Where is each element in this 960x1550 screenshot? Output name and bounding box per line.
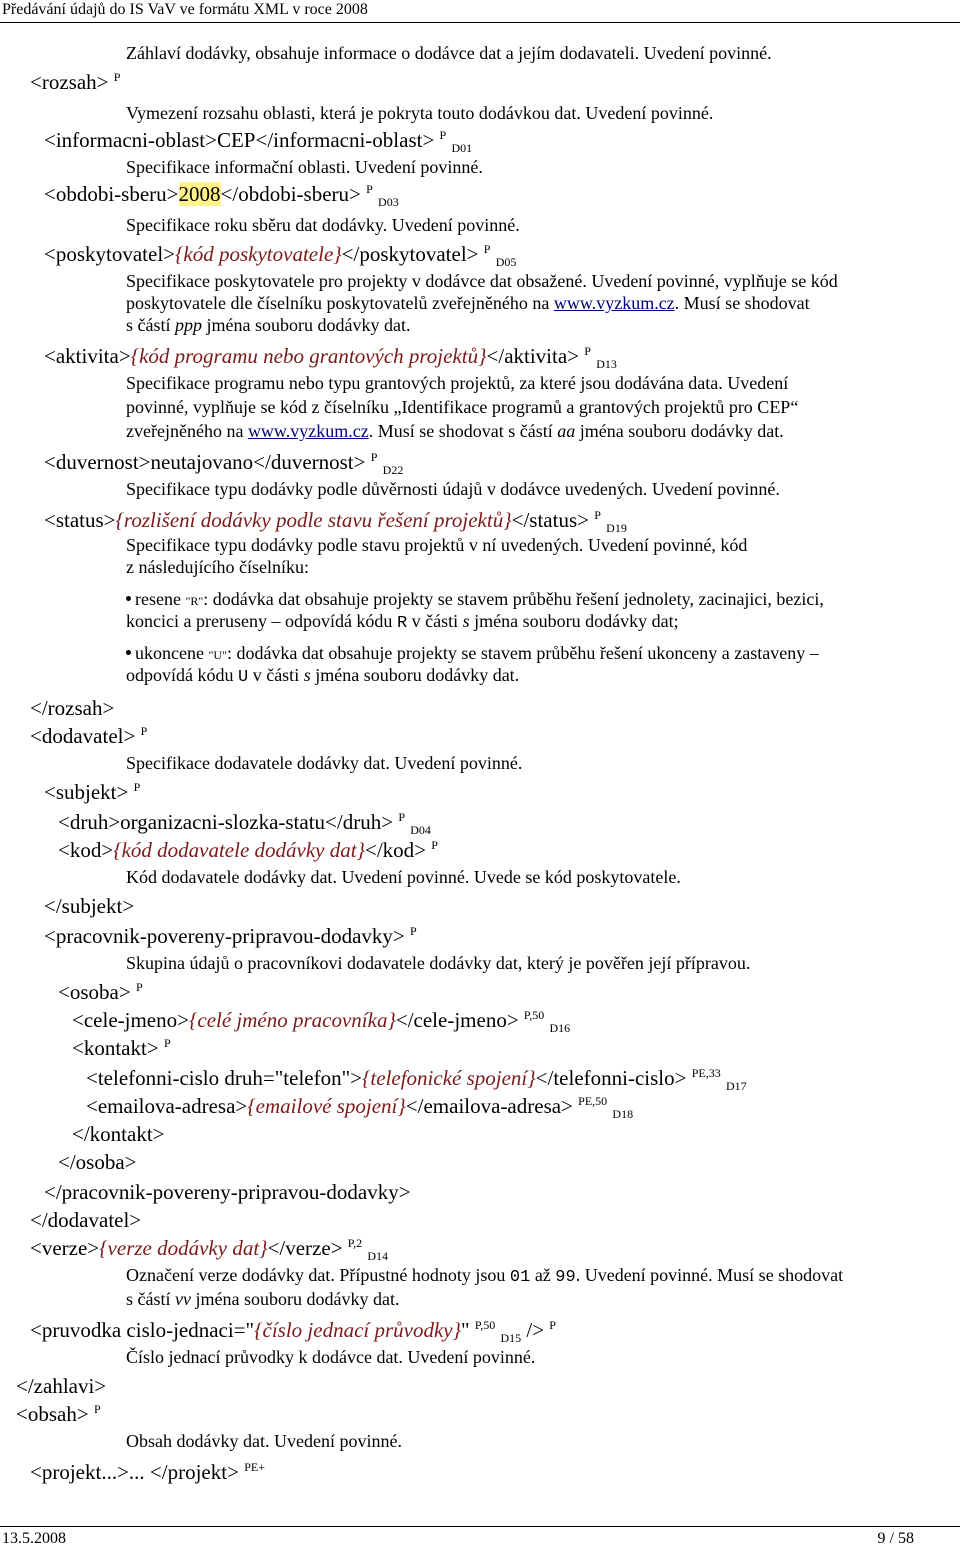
- header-divider: [0, 22, 960, 23]
- pracovnik-element: <pracovnik-povereny-pripravou-dodavky> $^P$: [44, 924, 417, 948]
- status-description-2: z následujícího číselníku:: [126, 557, 309, 577]
- verze-description-1: Označení verze dodávky dat. Přípustné hodnoty jsou 01 až 99. Uvedení povinné. Musí se shodovat: [126, 1265, 844, 1287]
- obsah-element: <obsah> $^P$: [16, 1402, 101, 1426]
- list-item-resene-cont: koncici a preruseny – odpovídá kódu R v části s jména souboru dodávky dat;: [126, 611, 679, 633]
- emailova-adresa-element: <emailova-adresa>{emailové spojení}</emailova-adresa> $^{PE,50}$ $_{D18}$: [86, 1094, 634, 1121]
- rozsah-description: Vymezení rozsahu oblasti, která je pokryta touto dodávkou dat. Uvedení povinné.: [126, 103, 714, 123]
- rozsah-close-tag: </rozsah>: [30, 696, 115, 720]
- druh-element: <druh>organizacni-slozka-statu</druh> $^P$ $_{D04}$: [58, 810, 431, 837]
- osoba-element: <osoba> $^P$: [58, 980, 143, 1004]
- aktivita-description-3: zveřejněného na www.vyzkum.cz. Musí se shodovat s částí aa jména souboru dodávky dat.: [126, 421, 784, 441]
- footer-date: 13.5.2008: [2, 1530, 66, 1547]
- obdobi-sberu-element: <obdobi-sberu>2008</obdobi-sberu> $^P$ $_{D03}$: [44, 182, 399, 209]
- subjekt-element: <subjekt> $^P$: [44, 780, 141, 804]
- zahlavi-description: Záhlaví dodávky, obsahuje informace o dodávce dat a jejím dodavateli. Uvedení povinné.: [126, 43, 772, 63]
- zahlavi-close-tag: </zahlavi>: [16, 1374, 107, 1398]
- cele-jmeno-element: <cele-jmeno>{celé jméno pracovníka}</cele-jmeno> $^{P,50}$ $_{D16}$: [72, 1008, 571, 1035]
- rozsah-element: <rozsah> $^P$: [30, 70, 121, 94]
- poskytovatel-description-3: s částí ppp jména souboru dodávky dat.: [126, 315, 411, 335]
- informacni-oblast-description: Specifikace informační oblasti. Uvedení povinné.: [126, 157, 483, 177]
- osoba-close-tag: </osoba>: [58, 1150, 137, 1174]
- dodavatel-element: <dodavatel> $^P$: [30, 724, 148, 748]
- status-description-1: Specifikace typu dodávky podle stavu projektů v ní uvedených. Uvedení povinné, kód: [126, 535, 748, 555]
- list-item-resene: resene "R": dodávka dat obsahuje projekty se stavem průběhu řešení jednolety, zacinajici, bezici,: [126, 588, 824, 612]
- kod-description: Kód dodavatele dodávky dat. Uvedení povinné. Uvede se kód poskytovatele.: [126, 867, 681, 887]
- informacni-oblast-element: <informacni-oblast>CEP</informacni-oblast> $^P$ $_{D01}$: [44, 128, 473, 155]
- verze-description-2: s částí vv jména souboru dodávky dat.: [126, 1289, 400, 1309]
- poskytovatel-element: <poskytovatel>{kód poskytovatele}</poskytovatel> $^P$ $_{D05}$: [44, 242, 517, 269]
- obsah-description: Obsah dodávky dat. Uvedení povinné.: [126, 1431, 402, 1451]
- verze-element: <verze>{verze dodávky dat}</verze> $^{P,2}$ $_{D14}$: [30, 1236, 389, 1263]
- pracovnik-close-tag: </pracovnik-povereny-pripravou-dodavky>: [44, 1180, 411, 1204]
- document-title: Předávání údajů do IS VaV ve formátu XML v roce 2008: [2, 1, 368, 18]
- aktivita-description-2: povinné, vyplňuje se kód z číselníku „Identifikace programů a grantových projektů pro CEP“: [126, 397, 799, 417]
- aktivita-element: <aktivita>{kód programu nebo grantových projektů}</aktivita> $^P$ $_{D13}$: [44, 344, 617, 371]
- list-item-ukoncene: ukoncene "U": dodávka dat obsahuje projekty se stavem průběhu řešení ukonceny a zastaveny –: [126, 642, 819, 666]
- list-item-ukoncene-cont: odpovídá kódu U v části s jména souboru dodávky dat.: [126, 665, 520, 687]
- highlighted-year: 2008: [178, 182, 221, 206]
- footer-page-number: 9 / 58: [877, 1530, 914, 1547]
- duvernost-description: Specifikace typu dodávky podle důvěrnosti údajů v dodávce uvedených. Uvedení povinné.: [126, 479, 780, 499]
- bullet-icon: [126, 596, 131, 601]
- requirement-mark: P: [113, 70, 121, 84]
- footer-divider: [0, 1526, 960, 1527]
- vyzkum-link[interactable]: www.vyzkum.cz: [553, 293, 675, 313]
- status-element: <status>{rozlišení dodávky podle stavu řešení projektů}</status> $^P$ $_{D19}$: [44, 508, 627, 535]
- kontakt-close-tag: </kontakt>: [72, 1122, 165, 1146]
- projekt-element: <projekt...>... </projekt> $^{PE+}$: [30, 1460, 265, 1484]
- subjekt-close-tag: </subjekt>: [44, 894, 135, 918]
- pruvodka-element: <pruvodka cislo-jednaci="{číslo jednací průvodky}" $^{P,50}$ $_{D15}$ /> $^P$: [30, 1318, 556, 1345]
- kontakt-element: <kontakt> $^P$: [72, 1036, 171, 1060]
- telefonni-cislo-element: <telefonni-cislo druh="telefon">{telefonické spojení}</telefonni-cislo> $^{PE,33}$ $_{D17}$: [86, 1066, 747, 1093]
- poskytovatel-description-1: Specifikace poskytovatele pro projekty v dodávce dat obsažené. Uvedení povinné, vyplňuje se kód: [126, 271, 838, 291]
- poskytovatel-description-2: poskytovatele dle číselníku poskytovatelů zveřejněného na www.vyzkum.cz. Musí se shodovat: [126, 293, 810, 313]
- aktivita-description-1: Specifikace programu nebo typu grantových projektů, za které jsou dodávána data. Uvedení: [126, 373, 789, 393]
- pracovnik-description: Skupina údajů o pracovníkovi dodavatele dodávky dat, který je pověřen její přípravou.: [126, 953, 751, 973]
- pruvodka-description: Číslo jednací průvodky k dodávce dat. Uvedení povinné.: [126, 1347, 536, 1367]
- dodavatel-description: Specifikace dodavatele dodávky dat. Uvedení povinné.: [126, 753, 523, 773]
- obdobi-sberu-description: Specifikace roku sběru dat dodávky. Uvedení povinné.: [126, 215, 520, 235]
- bullet-icon: [126, 650, 131, 655]
- page-header: [0, 0, 960, 24]
- kod-element: <kod>{kód dodavatele dodávky dat}</kod> $^P$: [58, 838, 438, 862]
- vyzkum-link[interactable]: www.vyzkum.cz: [247, 421, 369, 441]
- dodavatel-close-tag: </dodavatel>: [30, 1208, 142, 1232]
- duvernost-element: <duvernost>neutajovano</duvernost> $^P$ $_{D22}$: [44, 450, 404, 477]
